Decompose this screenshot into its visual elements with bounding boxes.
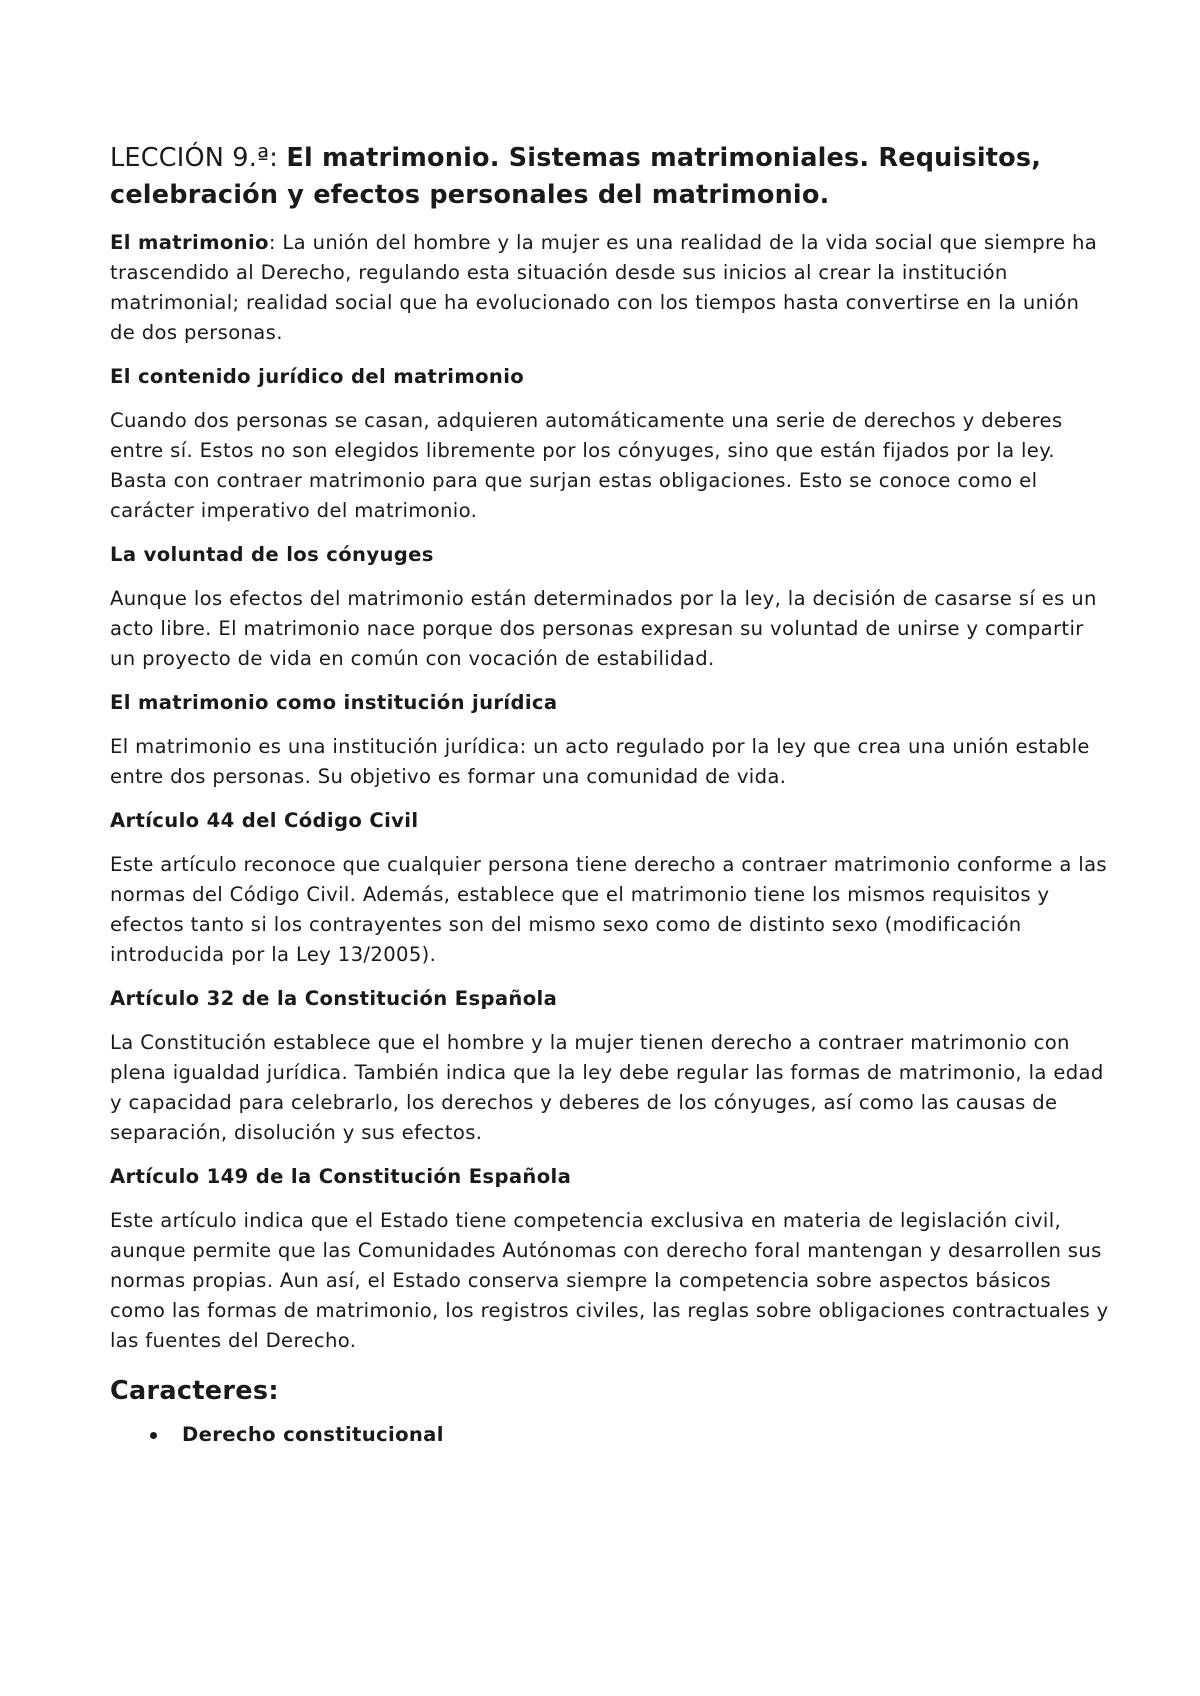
document-title xyxy=(110,140,1110,214)
section-body-contenido: Cuando dos personas se casan, adquieren automáticamente una serie de derechos y deberes entre sí. Estos no son elegidos libremente por los cónyuges, sino que están fijados por la ley. Basta con contraer matrimonio para que surjan estas obligaciones. Esto se conoce como el carácter imperativo del matrimonio. xyxy=(110,409,1063,522)
section-body-institucion: El matrimonio es una institución jurídica: un acto regulado por la ley que crea una unión estable entre dos personas. Su objetivo es formar una comunidad de vida. xyxy=(110,735,1090,788)
document-page xyxy=(110,140,1110,1450)
section-body-voluntad: Aunque los efectos del matrimonio están determinados por la ley, la decisión de casarse sí es un acto libre. El matrimonio nace porque dos personas expresan su voluntad de unirse y compartir un proyecto de vida en común con vocación de estabilidad. xyxy=(110,587,1097,670)
intro-text: : La unión del hombre y la mujer es una realidad de la vida social que siempre ha trascendido al Derecho, regulando esta situación desde sus inicios al crear la institución matrimonial; realidad social que ha evolucionado con los tiempos hasta convertirse en la unión de dos personas. xyxy=(110,231,1098,344)
section-heading-articulo-149: Artículo 149 de la Constitución Española xyxy=(110,1165,572,1188)
section-heading-voluntad: La voluntad de los cónyuges xyxy=(110,543,434,566)
list-item xyxy=(150,1420,1110,1450)
section-heading-articulo-44: Artículo 44 del Código Civil xyxy=(110,809,419,832)
title-prefix: LECCIÓN 9.ª: xyxy=(110,143,287,173)
section-heading-articulo-32: Artículo 32 de la Constitución Española xyxy=(110,987,558,1010)
section-body-articulo-149: Este artículo indica que el Estado tiene competencia exclusiva en materia de legislación civil, aunque permite que las Comunidades Autónomas con derecho foral mantengan y desarrollen sus normas propias. Aun así, el Estado conserva siempre la competencia sobre aspectos básicos como las formas de matrimonio, los registros civiles, las reglas sobre obligaciones contractuales y las fuentes del Derecho. xyxy=(110,1209,1109,1352)
section-body-articulo-32: La Constitución establece que el hombre y la mujer tienen derecho a contraer matrimonio con plena igualdad jurídica. También indica que la ley debe regular las formas de matrimonio, la edad y capacidad para celebrarlo, los derechos y deberes de los cónyuges, así como las causas de separación, disolución y sus efectos. xyxy=(110,1031,1104,1144)
title-text: El matrimonio. Sistemas matrimoniales. Requisitos, celebración y efectos personales del matrimonio. xyxy=(110,143,1042,210)
section-body-articulo-44: Este artículo reconoce que cualquier persona tiene derecho a contraer matrimonio conforme a las normas del Código Civil. Además, establece que el matrimonio tiene los mismos requisitos y efectos tanto si los contrayentes son del mismo sexo como de distinto sexo (modificación introducida por la Ley 13/2005). xyxy=(110,853,1107,966)
list-item-label: Derecho constitucional xyxy=(182,1423,444,1446)
intro-lead: El matrimonio xyxy=(110,231,269,254)
characters-list xyxy=(110,1420,1110,1450)
section-heading-institucion: El matrimonio como institución jurídica xyxy=(110,691,558,714)
section-heading-contenido: El contenido jurídico del matrimonio xyxy=(110,365,525,388)
characters-heading: Caracteres: xyxy=(110,1376,279,1406)
intro-paragraph xyxy=(110,228,1110,348)
bullet-icon xyxy=(150,1432,157,1439)
